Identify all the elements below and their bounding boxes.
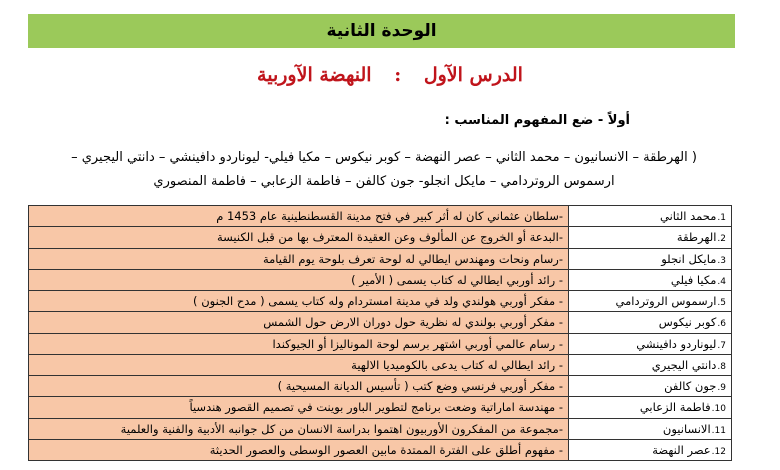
term-text: مايكل انجلو (661, 251, 717, 266)
definition-cell: - مفكر أوربي فرنسي وضع كتب ( تأسيس الديانة المسيحية ) (29, 376, 569, 397)
term-cell (569, 227, 732, 248)
lesson-label: الدرس الآول (423, 64, 523, 86)
term-text: كوبر نيكوس (658, 315, 717, 330)
definition-cell: - مفكر أوربي هولندي ولد في مدينة امستردام وله كتاب يسمى ( مدح الجنون ) (29, 291, 569, 312)
word-bank (14, 146, 754, 194)
row-number: 4. (717, 276, 726, 287)
table-row (29, 206, 732, 227)
term-text: جون كالفن (664, 379, 717, 394)
table-row (29, 439, 732, 460)
definition-cell: - رسام عالمي أوربي اشتهر برسم لوحة الموناليزا أو الجيوكندا (29, 333, 569, 354)
row-number: 8. (717, 361, 726, 372)
definition-cell: -سلطان عثماني كان له أثر كبير في فتح مدينة القسطنطينية عام 1453 م (29, 206, 569, 227)
term-text: فاطمة الزعابي (639, 400, 711, 415)
term-text: مكيا فيلي (670, 272, 717, 287)
term-cell (569, 312, 732, 333)
table-row (29, 418, 732, 439)
lesson-title (0, 64, 780, 86)
term-text: الانسانيون (662, 421, 711, 436)
instruction-text: أولاً - ضع المفهوم المناسب : (444, 113, 630, 128)
row-number: 7. (717, 340, 726, 351)
unit-title-banner (28, 14, 735, 48)
term-cell (569, 418, 732, 439)
unit-title: الوحدة الثانية (326, 21, 437, 41)
definition-cell: - رائد أوربي ايطالي له كتاب يسمى ( الأمير ) (29, 269, 569, 290)
table-row (29, 269, 732, 290)
definition-cell: - مفكر أوربي بولندي له نظرية حول دوران الارض حول الشمس (29, 312, 569, 333)
term-cell (569, 354, 732, 375)
term-text: ليوناردو دافينشي (636, 336, 717, 351)
row-number: 3. (717, 255, 726, 266)
term-text: ارسموس الروتردامي (615, 294, 717, 309)
table-row (29, 397, 732, 418)
row-number: 2. (717, 234, 726, 245)
term-cell (569, 333, 732, 354)
term-cell (569, 248, 732, 269)
term-cell (569, 439, 732, 460)
table-row (29, 333, 732, 354)
table-row (29, 354, 732, 375)
word-bank-line-2: ارسموس الروتردامي – مايكل انجلو- جون كالفن – فاطمة الزعابي – فاطمة المنصوري (153, 174, 615, 189)
row-number: 11. (711, 425, 726, 436)
row-number: 9. (717, 383, 726, 394)
answers-table (28, 205, 732, 461)
definition-cell: - مفهوم أطلق على الفترة الممتدة مابين العصور الوسطى والعصور الحديثة (29, 439, 569, 460)
term-text: عصر النهضة (652, 442, 711, 457)
table-row (29, 312, 732, 333)
table-row (29, 227, 732, 248)
definition-cell: -البدعة أو الخروج عن المألوف وعن العقيدة المعترف بها من قبل الكنيسة (29, 227, 569, 248)
row-number: 10. (711, 404, 726, 415)
row-number: 6. (717, 319, 726, 330)
table-row (29, 248, 732, 269)
definition-cell: - مهندسة اماراتية وضعت برنامج لتطوير الباور بوينت في تصميم القصور هندسياً (29, 397, 569, 418)
term-cell (569, 206, 732, 227)
definition-cell: -رسام ونحات ومهندس ايطالي له لوحة تعرف بلوحة يوم القيامة (29, 248, 569, 269)
word-bank-line-1: ( الهرطقة – الانسانيون – محمد الثاني – عصر النهضة – كوبر نيكوس – مكيا فيلي- ليوناردو دافينشي – دانتي اليجيري – (71, 150, 697, 165)
term-text: الهرطقة (676, 230, 717, 245)
term-text: دانتي اليجيري (651, 357, 717, 372)
term-cell (569, 269, 732, 290)
table-row (29, 291, 732, 312)
term-cell (569, 291, 732, 312)
row-number: 12. (711, 446, 726, 457)
definition-cell: - رائد ايطالي له كتاب يدعى بالكوميديا الالهية (29, 354, 569, 375)
table-row (29, 376, 732, 397)
row-number: 5. (717, 298, 726, 309)
definition-cell: -مجموعة من المفكرون الأوربيون اهتموا بدراسة الانسان من كل جوانبه الأدبية والفنية والعلمية (29, 418, 569, 439)
lesson-separator: : (394, 64, 402, 86)
term-cell (569, 376, 732, 397)
term-text: محمد الثاني (660, 209, 717, 224)
lesson-topic: النهضة الآوربية (257, 64, 372, 86)
row-number: 1. (717, 213, 726, 224)
term-cell (569, 397, 732, 418)
